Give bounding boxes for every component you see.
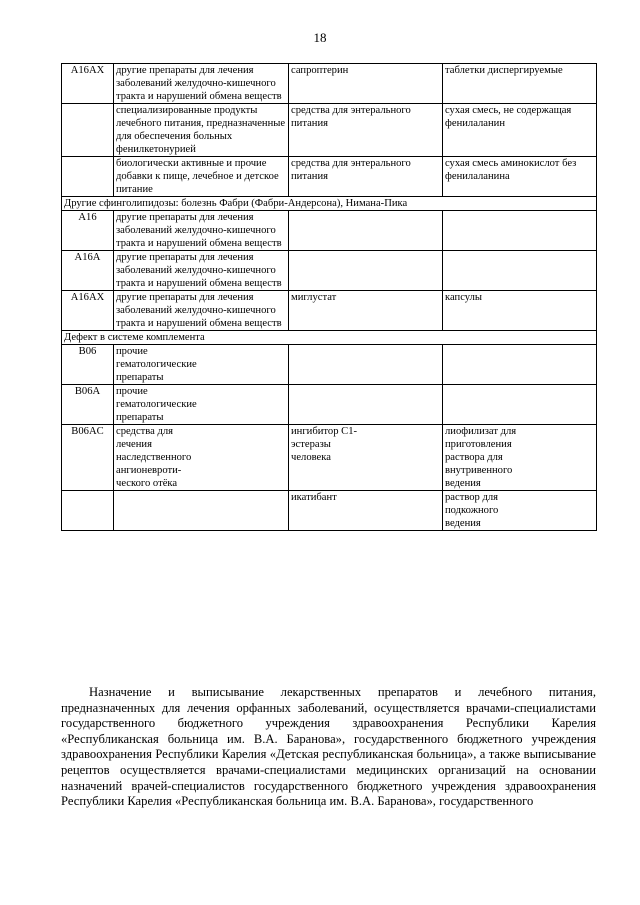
atc-code-cell: B06 bbox=[62, 345, 114, 385]
dosage-form-cell bbox=[443, 211, 597, 251]
table-row bbox=[62, 211, 597, 251]
page-number: 18 bbox=[313, 30, 327, 45]
atc-code-cell: A16AX bbox=[62, 64, 114, 104]
substance-cell bbox=[289, 211, 443, 251]
section-row bbox=[62, 331, 597, 345]
drug-group-cell: другие препараты для лечения заболеваний желудочно-кишечного тракта и нарушений обмена веществ bbox=[114, 64, 289, 104]
table-row bbox=[62, 345, 597, 385]
section-heading: Дефект в системе комплемента bbox=[62, 331, 597, 345]
section-row bbox=[62, 197, 597, 211]
drug-group-cell bbox=[114, 345, 289, 385]
drug-group-cell bbox=[114, 385, 289, 425]
substance-cell bbox=[289, 491, 443, 531]
dosage-form-text: раствор для подкожного ведения bbox=[445, 492, 499, 529]
table-row bbox=[62, 291, 597, 331]
dosage-form-text: лиофилизат для приготовления раствора для внутривенного ведения bbox=[445, 426, 517, 489]
drug-group-cell: другие препараты для лечения заболеваний желудочно-кишечного тракта и нарушений обмена веществ bbox=[114, 211, 289, 251]
substance-text: икатибант bbox=[291, 492, 337, 503]
drug-group-text: прочие гематологические препараты bbox=[116, 386, 197, 423]
drug-group-cell bbox=[114, 425, 289, 491]
table-row bbox=[62, 104, 597, 157]
section-heading: Другие сфинголипидозы: болезнь Фабри (Фабри-Андерсона), Нимана-Пика bbox=[62, 197, 597, 211]
drug-table bbox=[61, 63, 597, 531]
dosage-form-cell bbox=[443, 345, 597, 385]
substance-cell bbox=[289, 385, 443, 425]
dosage-form-cell bbox=[443, 491, 597, 531]
table-row bbox=[62, 64, 597, 104]
dosage-form-cell bbox=[443, 425, 597, 491]
atc-code-cell: B06A bbox=[62, 385, 114, 425]
substance-cell: сапроптерин bbox=[289, 64, 443, 104]
substance-cell: миглустат bbox=[289, 291, 443, 331]
table-row bbox=[62, 251, 597, 291]
substance-cell: средства для энтерального питания bbox=[289, 104, 443, 157]
drug-group-text: средства для лечения наследственного ангионевроти- ческого отёка bbox=[116, 426, 192, 489]
dosage-form-cell: сухая смесь аминокислот без фенилаланина bbox=[443, 157, 597, 197]
atc-code-cell: A16A bbox=[62, 251, 114, 291]
drug-group-cell bbox=[114, 491, 289, 531]
dosage-form-cell: сухая смесь, не содержащая фенилаланин bbox=[443, 104, 597, 157]
drug-group-cell: другие препараты для лечения заболеваний желудочно-кишечного тракта и нарушений обмена веществ bbox=[114, 251, 289, 291]
atc-code-cell bbox=[62, 157, 114, 197]
drug-group-cell: биологически активные и прочие добавки к пище, лечебное и детское питание bbox=[114, 157, 289, 197]
atc-code-cell: B06AC bbox=[62, 425, 114, 491]
substance-cell bbox=[289, 345, 443, 385]
dosage-form-cell: таблетки диспергируемые bbox=[443, 64, 597, 104]
dosage-form-cell bbox=[443, 251, 597, 291]
atc-code-cell bbox=[62, 491, 114, 531]
table-row bbox=[62, 425, 597, 491]
substance-cell bbox=[289, 425, 443, 491]
atc-code-cell bbox=[62, 104, 114, 157]
atc-code-cell: A16AX bbox=[62, 291, 114, 331]
substance-cell bbox=[289, 251, 443, 291]
atc-code-cell: A16 bbox=[62, 211, 114, 251]
drug-group-cell: специализированные продукты лечебного питания, предназначенные для обеспечения больных фенилкетонурией bbox=[114, 104, 289, 157]
substance-cell: средства для энтерального питания bbox=[289, 157, 443, 197]
table-row bbox=[62, 157, 597, 197]
dosage-form-cell: капсулы bbox=[443, 291, 597, 331]
table-row bbox=[62, 385, 597, 425]
drug-group-cell: другие препараты для лечения заболеваний желудочно-кишечного тракта и нарушений обмена веществ bbox=[114, 291, 289, 331]
table-row bbox=[62, 491, 597, 531]
drug-group-text: прочие гематологические препараты bbox=[116, 346, 197, 383]
dosage-form-cell bbox=[443, 385, 597, 425]
body-paragraph: Назначение и выписывание лекарственных препаратов и лечебного питания, предназначенных для лечения орфанных заболеваний, осуществляется врачами-специалистами государственного бюджетного учреждения здравоохранения Республики Карелия «Республиканская больница им. В.А. Баранова», государственного бюджетного учреждения здравоохранения Республики Карелия «Детская республиканская больница», а также выписывание рецептов осуществляется врачами-специалистами медицинских организаций на основании назначений врачей-специалистов государственного бюджетного учреждения здравоохранения Республики Карелия «Республиканская больница им. В.А. Баранова», государственного bbox=[61, 685, 596, 809]
substance-text: ингибитор C1- эстеразы человека bbox=[291, 426, 358, 463]
